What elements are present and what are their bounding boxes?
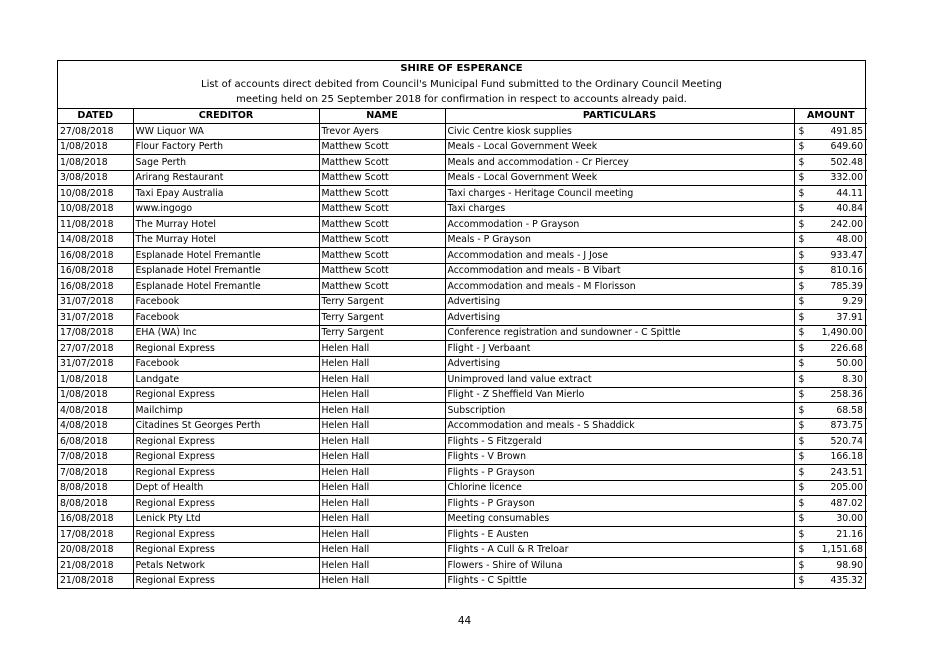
cell-name: Helen Hall — [319, 527, 445, 543]
cell-amount — [794, 511, 867, 527]
cell-name: Matthew Scott — [319, 201, 445, 217]
currency-symbol: $ — [798, 482, 805, 494]
currency-symbol: $ — [798, 203, 805, 215]
cell-creditor: Arirang Restaurant — [133, 170, 319, 186]
cell-dated: 31/07/2018 — [58, 310, 133, 326]
amount-value: 243.51 — [830, 466, 863, 478]
amount-value: 520.74 — [830, 435, 863, 447]
cell-creditor: The Murray Hotel — [133, 217, 319, 233]
currency-symbol: $ — [798, 218, 805, 230]
cell-creditor: Regional Express — [133, 341, 319, 357]
cell-dated: 6/08/2018 — [58, 434, 133, 450]
table-row — [58, 124, 867, 140]
cell-name: Matthew Scott — [319, 217, 445, 233]
cell-dated: 10/08/2018 — [58, 201, 133, 217]
table-row — [58, 294, 867, 310]
cell-creditor: Petals Network — [133, 558, 319, 574]
cell-name: Helen Hall — [319, 496, 445, 512]
cell-particulars: Flights - P Grayson — [445, 496, 794, 512]
table-row — [58, 170, 867, 186]
cell-dated: 8/08/2018 — [58, 496, 133, 512]
cell-creditor: Taxi Epay Australia — [133, 186, 319, 202]
accounts-sheet — [57, 60, 866, 589]
cell-name: Helen Hall — [319, 480, 445, 496]
cell-name: Helen Hall — [319, 387, 445, 403]
cell-name: Helen Hall — [319, 465, 445, 481]
cell-creditor: Regional Express — [133, 387, 319, 403]
cell-particulars: Accommodation and meals - J Jose — [445, 248, 794, 264]
cell-amount — [794, 542, 867, 558]
currency-symbol: $ — [798, 296, 805, 308]
table-row — [58, 341, 867, 357]
amount-value: 649.60 — [830, 141, 863, 153]
cell-particulars: Accommodation - P Grayson — [445, 217, 794, 233]
cell-name: Matthew Scott — [319, 139, 445, 155]
cell-particulars: Meals - Local Government Week — [445, 139, 794, 155]
cell-amount — [794, 418, 867, 434]
table-row — [58, 155, 867, 171]
cell-name: Helen Hall — [319, 418, 445, 434]
report-subtitle-line2: meeting held on 25 September 2018 for confirmation in respect to accounts already paid. — [236, 94, 687, 105]
cell-amount — [794, 186, 867, 202]
currency-symbol: $ — [798, 544, 805, 556]
cell-name: Matthew Scott — [319, 186, 445, 202]
cell-dated: 4/08/2018 — [58, 418, 133, 434]
amount-value: 873.75 — [830, 420, 863, 432]
cell-particulars: Meals - Local Government Week — [445, 170, 794, 186]
currency-symbol: $ — [798, 497, 805, 509]
amount-value: 226.68 — [830, 342, 863, 354]
currency-symbol: $ — [798, 342, 805, 354]
table-row — [58, 573, 867, 588]
table-row — [58, 558, 867, 574]
cell-particulars: Flowers - Shire of Wiluna — [445, 558, 794, 574]
cell-creditor: Facebook — [133, 310, 319, 326]
amount-value: 44.11 — [836, 187, 863, 199]
table-row — [58, 139, 867, 155]
cell-dated: 17/08/2018 — [58, 527, 133, 543]
cell-dated: 14/08/2018 — [58, 232, 133, 248]
table-row — [58, 263, 867, 279]
cell-creditor: The Murray Hotel — [133, 232, 319, 248]
cell-creditor: Regional Express — [133, 434, 319, 450]
cell-creditor: Dept of Health — [133, 480, 319, 496]
report-title: SHIRE OF ESPERANCE — [400, 63, 523, 74]
cell-particulars: Advertising — [445, 310, 794, 326]
amount-value: 37.91 — [836, 311, 863, 323]
cell-amount — [794, 496, 867, 512]
cell-amount — [794, 201, 867, 217]
cell-creditor: Sage Perth — [133, 155, 319, 171]
cell-dated: 7/08/2018 — [58, 449, 133, 465]
cell-dated: 1/08/2018 — [58, 372, 133, 388]
cell-dated: 16/08/2018 — [58, 511, 133, 527]
cell-creditor: Regional Express — [133, 465, 319, 481]
cell-name: Matthew Scott — [319, 155, 445, 171]
report-header — [58, 61, 865, 108]
cell-particulars: Advertising — [445, 294, 794, 310]
column-header-name: NAME — [319, 108, 445, 124]
cell-name: Matthew Scott — [319, 248, 445, 264]
amount-value: 205.00 — [830, 482, 863, 494]
cell-amount — [794, 263, 867, 279]
amount-value: 933.47 — [830, 249, 863, 261]
cell-name: Trevor Ayers — [319, 124, 445, 140]
cell-amount — [794, 372, 867, 388]
amount-value: 502.48 — [830, 156, 863, 168]
table-row — [58, 356, 867, 372]
cell-dated: 11/08/2018 — [58, 217, 133, 233]
currency-symbol: $ — [798, 249, 805, 261]
table-row — [58, 387, 867, 403]
cell-dated: 4/08/2018 — [58, 403, 133, 419]
table-row — [58, 248, 867, 264]
cell-name: Helen Hall — [319, 449, 445, 465]
currency-symbol: $ — [798, 311, 805, 323]
cell-particulars: Flights - C Spittle — [445, 573, 794, 588]
cell-particulars: Flights - P Grayson — [445, 465, 794, 481]
cell-amount — [794, 155, 867, 171]
cell-particulars: Flights - E Austen — [445, 527, 794, 543]
accounts-table — [58, 108, 867, 589]
amount-value: 810.16 — [830, 265, 863, 277]
cell-dated: 20/08/2018 — [58, 542, 133, 558]
cell-dated: 27/08/2018 — [58, 124, 133, 140]
cell-creditor: Esplanade Hotel Fremantle — [133, 279, 319, 295]
cell-dated: 16/08/2018 — [58, 263, 133, 279]
amount-value: 9.29 — [842, 296, 863, 308]
cell-creditor: Esplanade Hotel Fremantle — [133, 248, 319, 264]
cell-amount — [794, 403, 867, 419]
cell-amount — [794, 217, 867, 233]
cell-name: Helen Hall — [319, 341, 445, 357]
currency-symbol: $ — [798, 234, 805, 246]
currency-symbol: $ — [798, 420, 805, 432]
cell-creditor: Regional Express — [133, 449, 319, 465]
cell-dated: 17/08/2018 — [58, 325, 133, 341]
cell-particulars: Chlorine licence — [445, 480, 794, 496]
column-header-dated: DATED — [58, 108, 133, 124]
cell-dated: 1/08/2018 — [58, 139, 133, 155]
currency-symbol: $ — [798, 280, 805, 292]
cell-name: Terry Sargent — [319, 294, 445, 310]
amount-value: 491.85 — [830, 125, 863, 137]
cell-name: Matthew Scott — [319, 232, 445, 248]
table-row — [58, 527, 867, 543]
table-row — [58, 465, 867, 481]
table-row — [58, 279, 867, 295]
amount-value: 166.18 — [830, 451, 863, 463]
amount-value: 258.36 — [830, 389, 863, 401]
page-number: 44 — [457, 615, 472, 627]
table-row — [58, 496, 867, 512]
table-body — [58, 124, 867, 589]
cell-name: Terry Sargent — [319, 310, 445, 326]
cell-dated: 1/08/2018 — [58, 387, 133, 403]
cell-name: Helen Hall — [319, 434, 445, 450]
cell-creditor: Flour Factory Perth — [133, 139, 319, 155]
cell-particulars: Meals and accommodation - Cr Piercey — [445, 155, 794, 171]
cell-amount — [794, 465, 867, 481]
cell-creditor: Regional Express — [133, 527, 319, 543]
column-header-creditor: CREDITOR — [133, 108, 319, 124]
currency-symbol: $ — [798, 187, 805, 199]
cell-amount — [794, 480, 867, 496]
cell-name: Helen Hall — [319, 356, 445, 372]
cell-particulars: Taxi charges - Heritage Council meeting — [445, 186, 794, 202]
amount-value: 242.00 — [830, 218, 863, 230]
cell-name: Helen Hall — [319, 542, 445, 558]
cell-particulars: Advertising — [445, 356, 794, 372]
cell-amount — [794, 139, 867, 155]
cell-particulars: Civic Centre kiosk supplies — [445, 124, 794, 140]
cell-particulars: Flights - V Brown — [445, 449, 794, 465]
cell-amount — [794, 310, 867, 326]
column-header-amount: AMOUNT — [794, 108, 867, 124]
amount-value: 1,151.68 — [821, 544, 863, 556]
cell-amount — [794, 248, 867, 264]
cell-particulars: Accommodation and meals - B Vibart — [445, 263, 794, 279]
cell-amount — [794, 341, 867, 357]
cell-particulars: Conference registration and sundowner - C Spittle — [445, 325, 794, 341]
amount-value: 8.30 — [842, 373, 863, 385]
cell-particulars: Flights - S Fitzgerald — [445, 434, 794, 450]
cell-creditor: Regional Express — [133, 542, 319, 558]
cell-amount — [794, 434, 867, 450]
cell-amount — [794, 294, 867, 310]
amount-value: 435.32 — [830, 575, 863, 587]
table-row — [58, 217, 867, 233]
cell-dated: 8/08/2018 — [58, 480, 133, 496]
currency-symbol: $ — [798, 404, 805, 416]
cell-name: Helen Hall — [319, 403, 445, 419]
cell-particulars: Flights - A Cull & R Treloar — [445, 542, 794, 558]
cell-dated: 7/08/2018 — [58, 465, 133, 481]
currency-symbol: $ — [798, 559, 805, 571]
table-row — [58, 418, 867, 434]
table-row — [58, 325, 867, 341]
currency-symbol: $ — [798, 172, 805, 184]
table-row — [58, 542, 867, 558]
cell-creditor: Citadines St Georges Perth — [133, 418, 319, 434]
table-row — [58, 403, 867, 419]
currency-symbol: $ — [798, 358, 805, 370]
cell-dated: 1/08/2018 — [58, 155, 133, 171]
cell-name: Matthew Scott — [319, 279, 445, 295]
cell-amount — [794, 573, 867, 588]
table-row — [58, 310, 867, 326]
table-row — [58, 232, 867, 248]
amount-value: 98.90 — [836, 559, 863, 571]
table-row — [58, 186, 867, 202]
cell-dated: 16/08/2018 — [58, 248, 133, 264]
cell-name: Matthew Scott — [319, 170, 445, 186]
amount-value: 21.16 — [836, 528, 863, 540]
cell-name: Helen Hall — [319, 511, 445, 527]
amount-value: 487.02 — [830, 497, 863, 509]
cell-creditor: Facebook — [133, 294, 319, 310]
cell-particulars: Unimproved land value extract — [445, 372, 794, 388]
currency-symbol: $ — [798, 265, 805, 277]
currency-symbol: $ — [798, 435, 805, 447]
cell-amount — [794, 325, 867, 341]
column-header-particulars: PARTICULARS — [445, 108, 794, 124]
cell-dated: 27/07/2018 — [58, 341, 133, 357]
report-subtitle-line1: List of accounts direct debited from Council's Municipal Fund submitted to the Ordinary Council Meeting — [201, 78, 722, 90]
currency-symbol: $ — [798, 575, 805, 587]
cell-amount — [794, 279, 867, 295]
cell-name: Helen Hall — [319, 573, 445, 588]
cell-dated: 21/08/2018 — [58, 558, 133, 574]
cell-dated: 3/08/2018 — [58, 170, 133, 186]
cell-creditor: EHA (WA) Inc — [133, 325, 319, 341]
cell-creditor: www.ingogo — [133, 201, 319, 217]
cell-amount — [794, 170, 867, 186]
cell-creditor: Regional Express — [133, 496, 319, 512]
cell-name: Helen Hall — [319, 558, 445, 574]
cell-particulars: Meals - P Grayson — [445, 232, 794, 248]
currency-symbol: $ — [798, 389, 805, 401]
cell-amount — [794, 387, 867, 403]
amount-value: 30.00 — [836, 513, 863, 525]
table-row — [58, 434, 867, 450]
cell-creditor: Mailchimp — [133, 403, 319, 419]
amount-value: 68.58 — [836, 404, 863, 416]
cell-amount — [794, 232, 867, 248]
cell-creditor: Esplanade Hotel Fremantle — [133, 263, 319, 279]
cell-creditor: Regional Express — [133, 573, 319, 588]
table-row — [58, 372, 867, 388]
currency-symbol: $ — [798, 327, 805, 339]
cell-amount — [794, 558, 867, 574]
cell-amount — [794, 356, 867, 372]
cell-creditor: Landgate — [133, 372, 319, 388]
currency-symbol: $ — [798, 528, 805, 540]
currency-symbol: $ — [798, 513, 805, 525]
cell-amount — [794, 124, 867, 140]
table-header-row — [58, 108, 867, 124]
amount-value: 50.00 — [836, 358, 863, 370]
currency-symbol: $ — [798, 373, 805, 385]
table-row — [58, 201, 867, 217]
cell-name: Matthew Scott — [319, 263, 445, 279]
cell-dated: 21/08/2018 — [58, 573, 133, 588]
currency-symbol: $ — [798, 125, 805, 137]
cell-creditor: WW Liquor WA — [133, 124, 319, 140]
cell-name: Helen Hall — [319, 372, 445, 388]
cell-dated: 31/07/2018 — [58, 356, 133, 372]
cell-particulars: Meeting consumables — [445, 511, 794, 527]
currency-symbol: $ — [798, 451, 805, 463]
amount-value: 1,490.00 — [821, 327, 863, 339]
currency-symbol: $ — [798, 156, 805, 168]
cell-particulars: Flight - Z Sheffield Van Mierlo — [445, 387, 794, 403]
cell-amount — [794, 449, 867, 465]
cell-dated: 16/08/2018 — [58, 279, 133, 295]
cell-creditor: Lenick Pty Ltd — [133, 511, 319, 527]
table-row — [58, 511, 867, 527]
cell-particulars: Taxi charges — [445, 201, 794, 217]
currency-symbol: $ — [798, 466, 805, 478]
amount-value: 332.00 — [830, 172, 863, 184]
cell-particulars: Accommodation and meals - S Shaddick — [445, 418, 794, 434]
amount-value: 48.00 — [836, 234, 863, 246]
amount-value: 40.84 — [836, 203, 863, 215]
cell-particulars: Flight - J Verbaant — [445, 341, 794, 357]
cell-name: Terry Sargent — [319, 325, 445, 341]
cell-dated: 10/08/2018 — [58, 186, 133, 202]
amount-value: 785.39 — [830, 280, 863, 292]
cell-dated: 31/07/2018 — [58, 294, 133, 310]
cell-particulars: Accommodation and meals - M Florisson — [445, 279, 794, 295]
table-row — [58, 449, 867, 465]
cell-creditor: Facebook — [133, 356, 319, 372]
table-row — [58, 480, 867, 496]
cell-amount — [794, 527, 867, 543]
cell-particulars: Subscription — [445, 403, 794, 419]
currency-symbol: $ — [798, 141, 805, 153]
